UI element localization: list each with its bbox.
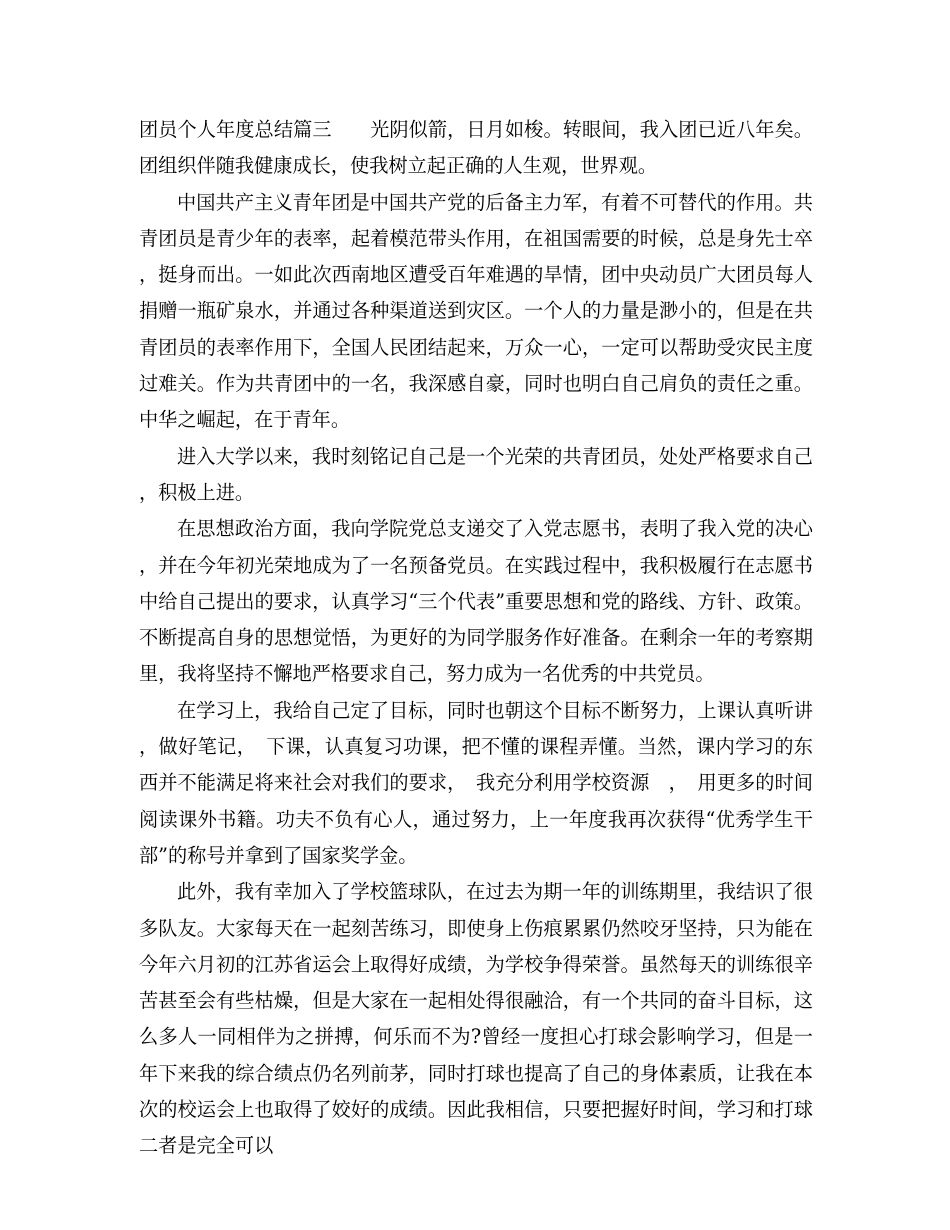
paragraph-youth-league: 中国共产主义青年团是中国共产党的后备主力军，有着不可替代的作用。共青团员是青少年的表率，起着模范带头作用，在祖国需要的时候，总是身先士卒，挺身而出。一如此次西南地区遭受百年难遇的旱情，团中央动员广大团员每人捐赠一瓶矿泉水，并通过各种渠道送到灾区。一个人的力量是渺小的，但是在共青团员的表率作用下，全国人民团结起来，万众一心，一定可以帮助受灾民主度过难关。作为共青团中的一名，我深感自豪，同时也明白自己肩负的责任之重。中华之崛起，在于青年。 bbox=[139, 190, 813, 432]
paragraph-title-intro: 团员个人年度总结篇三 光阴似箭，日月如梭。转眼间，我入团已近八年矣。团组织伴随我健康成长，使我树立起正确的人生观，世界观。 bbox=[139, 118, 813, 178]
paragraph-study: 在学习上，我给自己定了目标，同时也朝这个目标不断努力，上课认真听讲，做好笔记， 下课，认真复习功课，把不懂的课程弄懂。当然，课内学习的东西并不能满足将来社会对我们的要求， 我充分利用学校资源 ， 用更多的时间阅读课外书籍。功夫不负有心人，通过努力，上一年度我再次获得“优秀学生干部”的称号并拿到了国家奖学金。 bbox=[139, 698, 813, 867]
paragraph-basketball: 此外，我有幸加入了学校篮球队，在过去为期一年的训练期里，我结识了很多队友。大家每天在一起刻苦练习，即使身上伤痕累累仍然咬牙坚持，只为能在今年六月初的江苏省运会上取得好成绩，为学校争得荣誉。虽然每天的训练很辛苦甚至会有些枯燥，但是大家在一起相处得很融洽，有一个共同的奋斗目标，这么多人一同相伴为之拼搏，何乐而不为?曾经一度担心打球会影响学习，但是一年下来我的综合绩点仍名列前茅，同时打球也提高了自己的身体素质，让我在本次的校运会上也取得了姣好的成绩。因此我相信，只要把握好时间，学习和打球二者是完全可以 bbox=[139, 880, 813, 1158]
paragraph-university: 进入大学以来，我时刻铭记自己是一个光荣的共青团员，处处严格要求自己，积极上进。 bbox=[139, 444, 813, 504]
paragraph-political: 在思想政治方面，我向学院党总支递交了入党志愿书，表明了我入党的决心，并在今年初光荣地成为了一名预备党员。在实践过程中，我积极履行在志愿书中给自己提出的要求，认真学习“三个代表”重要思想和党的路线、方针、政策。不断提高自身的思想觉悟，为更好的为同学服务作好准备。在剩余一年的考察期里，我将坚持不懈地严格要求自己，努力成为一名优秀的中共党员。 bbox=[139, 517, 813, 686]
document-body bbox=[139, 112, 813, 1165]
